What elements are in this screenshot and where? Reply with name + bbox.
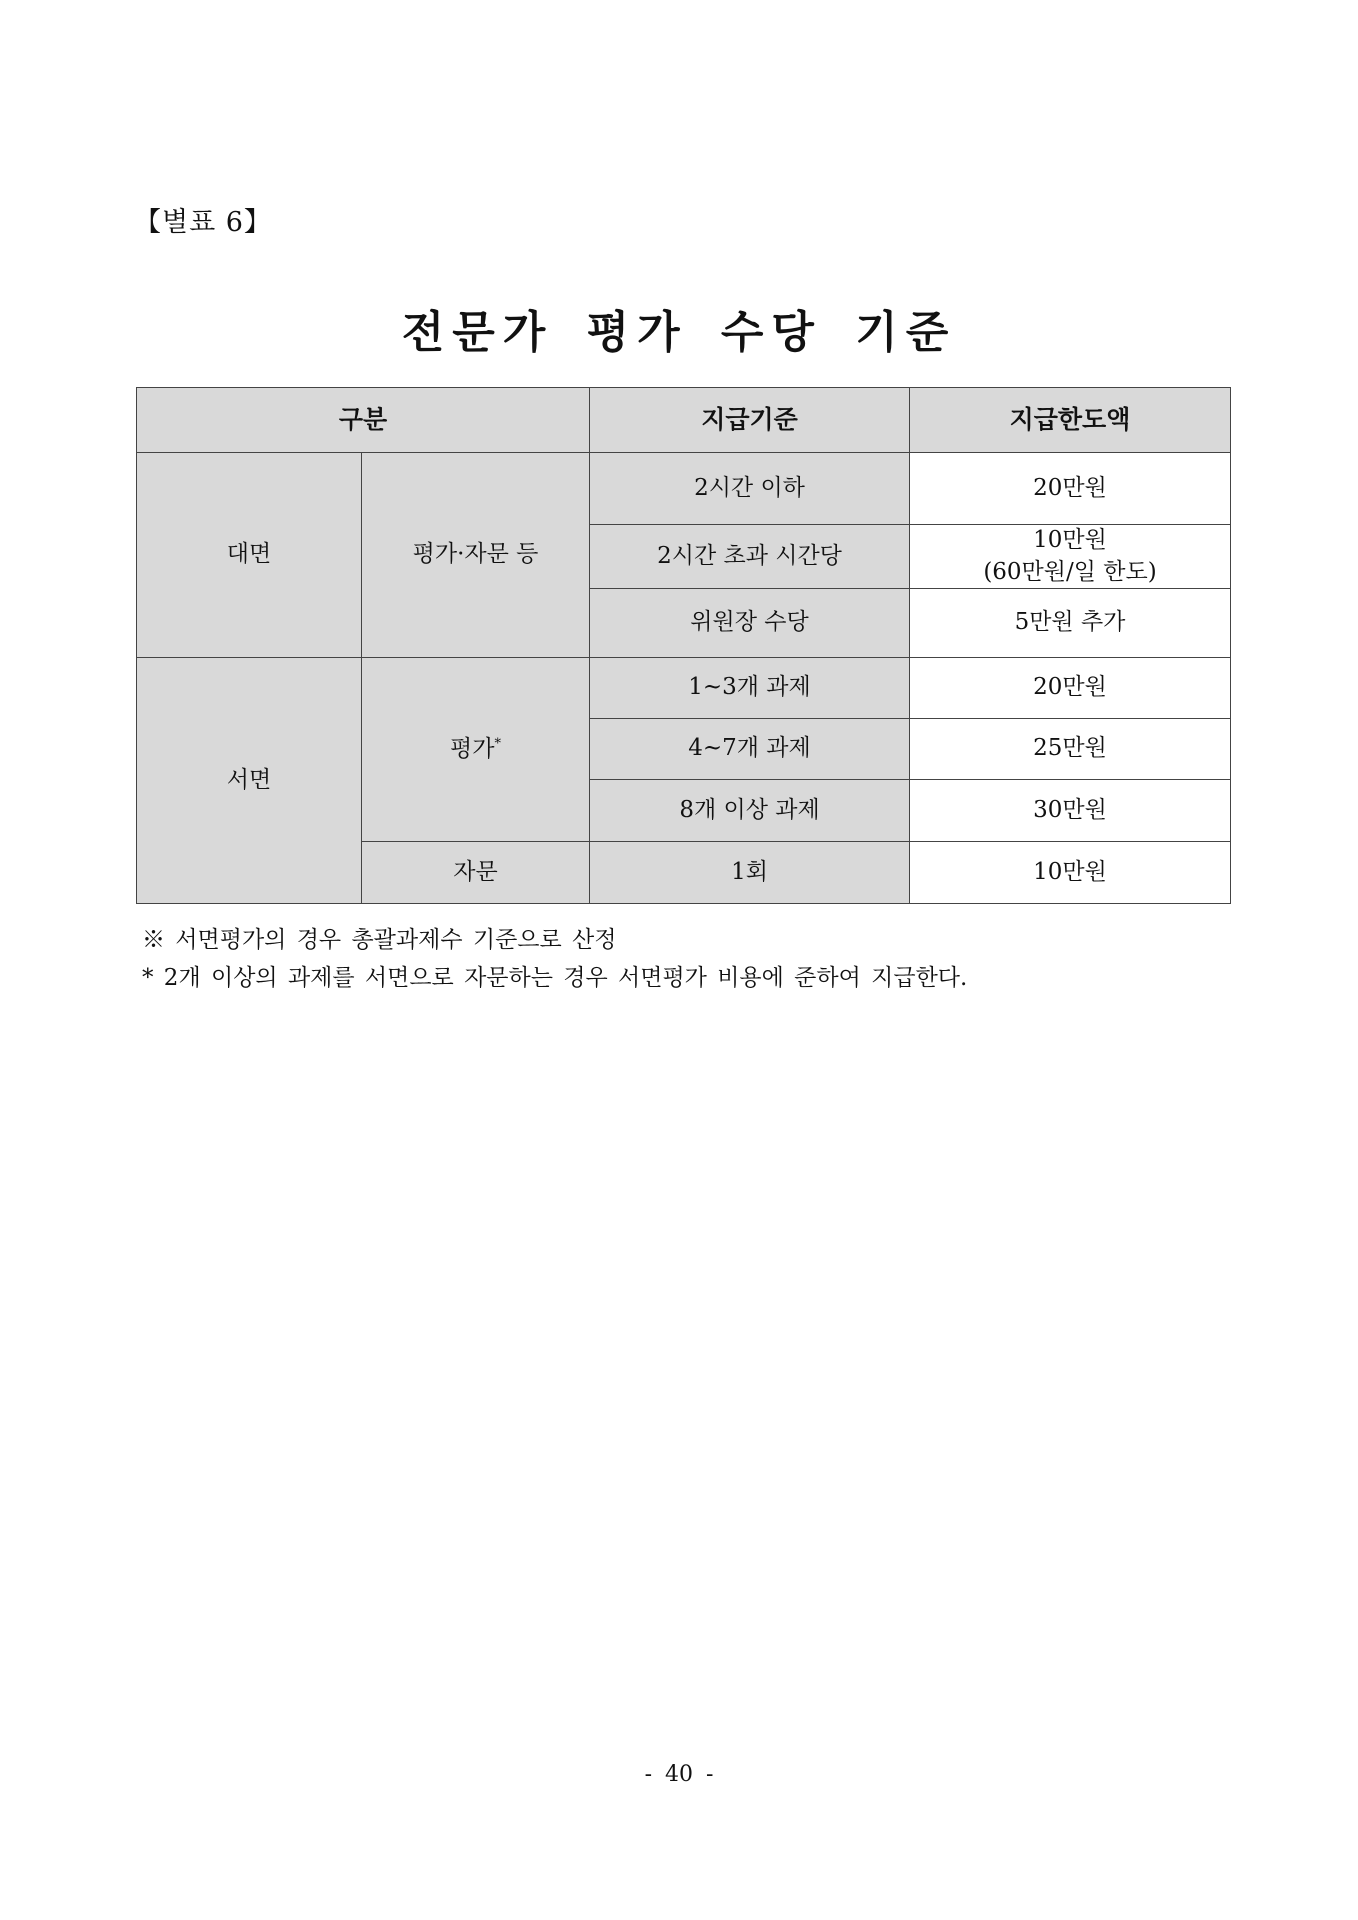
amount-value: 10만원 bbox=[1033, 527, 1107, 554]
amount-cell: 25만원 bbox=[910, 719, 1231, 780]
footnote-mark: * bbox=[494, 736, 501, 752]
table-row bbox=[137, 453, 1231, 525]
amount-cell: 5만원 추가 bbox=[910, 589, 1231, 658]
page-number: - 40 - bbox=[644, 1762, 714, 1787]
amount-cell: 30만원 bbox=[910, 780, 1231, 842]
category-face-to-face: 대면 bbox=[137, 453, 362, 658]
category-written: 서면 bbox=[137, 658, 362, 904]
criteria-cell: 위원장 수당 bbox=[590, 589, 910, 658]
note-written-consult: * 2개 이상의 과제를 서면으로 자문하는 경우 서면평가 비용에 준하여 지급한다. bbox=[142, 965, 968, 991]
subcategory-evaluation bbox=[362, 658, 590, 842]
footnotes bbox=[142, 921, 967, 997]
note-total-tasks: ※ 서면평가의 경우 총괄과제수 기준으로 산정 bbox=[142, 927, 617, 953]
fee-standard-table bbox=[136, 387, 1231, 904]
criteria-cell: 2시간 초과 시간당 bbox=[590, 525, 910, 589]
amount-cell: 20만원 bbox=[910, 453, 1231, 525]
header-limit: 지급한도액 bbox=[910, 388, 1231, 453]
amount-cell bbox=[910, 525, 1231, 589]
page-title: 전문가 평가 수당 기준 bbox=[401, 307, 957, 358]
header-category: 구분 bbox=[137, 388, 590, 453]
criteria-cell: 2시간 이하 bbox=[590, 453, 910, 525]
subcategory-evaluation-label: 평가 bbox=[450, 735, 495, 762]
appendix-label: 【별표 6】 bbox=[134, 207, 272, 238]
criteria-cell: 4~7개 과제 bbox=[590, 719, 910, 780]
table-header-row bbox=[137, 388, 1231, 453]
table-row bbox=[137, 658, 1231, 719]
criteria-cell: 1~3개 과제 bbox=[590, 658, 910, 719]
header-criteria: 지급기준 bbox=[590, 388, 910, 453]
amount-cell: 10만원 bbox=[910, 842, 1231, 904]
criteria-cell: 8개 이상 과제 bbox=[590, 780, 910, 842]
amount-note: (60만원/일 한도) bbox=[983, 558, 1157, 585]
subcategory-consult: 자문 bbox=[362, 842, 590, 904]
amount-cell: 20만원 bbox=[910, 658, 1231, 719]
subcategory-eval-consult: 평가·자문 등 bbox=[362, 453, 590, 658]
criteria-cell: 1회 bbox=[590, 842, 910, 904]
